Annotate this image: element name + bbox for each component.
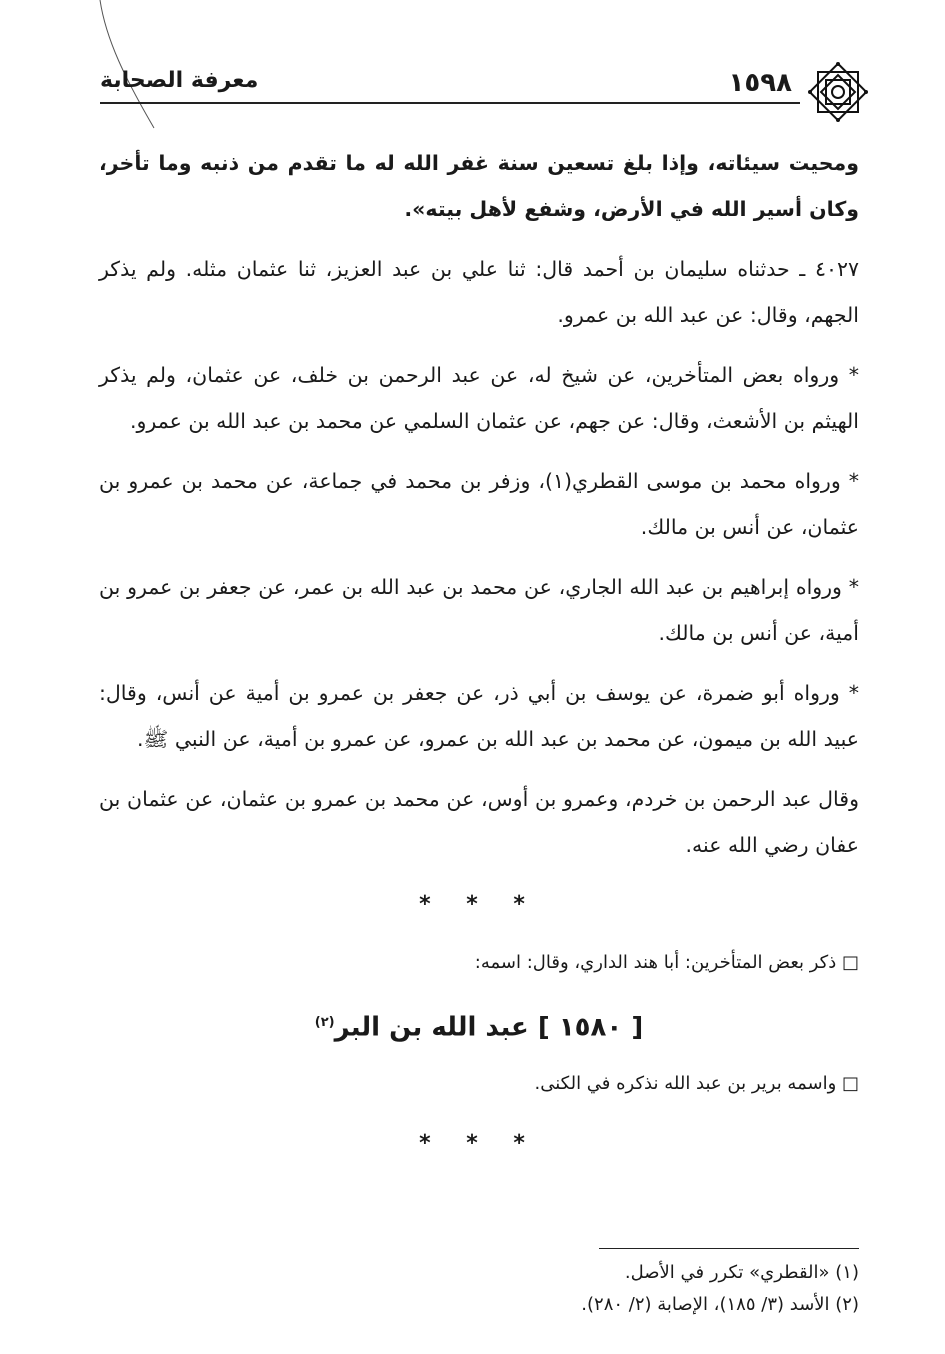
main-text — [99, 140, 859, 1179]
paragraph-narration-1: * ورواه بعض المتأخرين، عن شيخ له، عن عبد الرحمن بن خلف، عن عثمان، ولم يذكر الهيثم بن الأشعث، وقال: عن جهم، عن عثمان السلمي عن محمد بن عبد الله بن عمرو. — [99, 363, 859, 433]
footnotes — [99, 1248, 859, 1321]
header-rule — [100, 102, 800, 104]
entry-heading-text: [ ١٥٨٠ ] عبد الله بن البر — [334, 1012, 644, 1043]
entry-footnote-marker: (٢) — [314, 1015, 335, 1030]
page-header — [100, 58, 870, 108]
paragraph-narration-4: * ورواه أبو ضمرة، عن يوسف بن أبي ذر، عن جعفر بن عمرو بن أمية عن أنس، وقال: عبيد الله بن ميمون، عن محمد بن عبد الله بن عمرو، عن عمرو بن أمية، عن النبي ﷺ. — [99, 681, 859, 751]
box-note-1: □ ذكر بعض المتأخرين: أبا هند الداري، وقال: اسمه: — [474, 952, 859, 973]
paragraph-narration-3: * ورواه إبراهيم بن عبد الله الجاري، عن محمد بن عبد الله بن عمر، عن جعفر بن عمرو بن أمية، عن أنس بن مالك. — [99, 575, 859, 645]
section-separator: * * * — [419, 892, 539, 917]
paragraph-narration-2: * ورواه محمد بن موسى القطري(١)، وزفر بن محمد في جماعة، عن محمد بن عمرو بن عثمان، عن أنس بن مالك. — [99, 469, 860, 539]
entry-heading — [99, 1000, 859, 1051]
octagram-ornament-icon — [806, 60, 870, 124]
section-separator-2: * * * — [419, 1130, 539, 1156]
footnote-2: (٢) الأسد (٣/ ١٨٥)، الإصابة (٢/ ٢٨٠). — [581, 1294, 859, 1315]
paragraph-4027: ٤٠٢٧ ـ حدثناه سليمان بن أحمد قال: ثنا علي بن عبد العزيز، ثنا عثمان مثله. ولم يذكر الجهم، وقال: عن عبد الله بن عمرو. — [99, 257, 859, 327]
footnote-1: (١) «القطري» تكرر في الأصل. — [624, 1262, 859, 1283]
footnote-rule — [599, 1248, 859, 1249]
running-title: معرفة الصحابة — [100, 68, 259, 93]
paragraph-hadith-end: ومحيت سيئاته، وإذا بلغ تسعين سنة غفر الله له ما تقدم من ذنبه وما تأخر، وكان أسير الله في الأرض، وشفع لأهل بيته». — [99, 151, 859, 221]
paragraph-narration-5: وقال عبد الرحمن بن خردم، وعمرو بن أوس، عن محمد بن عمرو بن عثمان، عن عثمان بن عفان رضي الله عنه. — [99, 787, 859, 857]
box-note-2: □ واسمه برير بن عبد الله نذكره في الكنى. — [534, 1072, 859, 1094]
page-number: ١٥٩٨ — [728, 68, 792, 98]
